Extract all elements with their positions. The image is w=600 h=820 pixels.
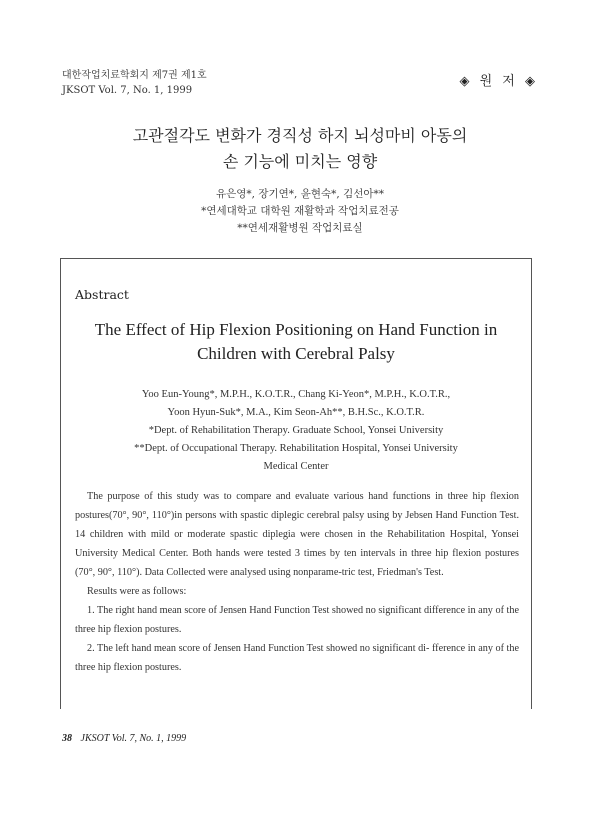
english-authors-block <box>60 386 532 476</box>
journal-name-korean: 대한작업치료학회지 제7권 제1호 <box>62 70 207 81</box>
page-footer <box>62 733 186 744</box>
result-item-2: 2. The left hand mean score of Jensen Hand Function Test showed no significant di- fference in any of the three hip flexion postures. <box>75 643 519 673</box>
footer-journal: JKSOT Vol. 7, No. 1, 1999 <box>80 733 187 744</box>
english-title-line2: Children with Cerebral Palsy <box>197 344 395 363</box>
english-title-line1: The Effect of Hip Flexion Positioning on Hand Function in <box>94 320 498 339</box>
korean-title-line2: 손 기능에 미치는 영향 <box>222 152 378 171</box>
journal-name-english: JKSOT Vol. 7, No. 1, 1999 <box>62 85 193 96</box>
english-title <box>60 318 532 366</box>
english-affiliation-3: Medical Center <box>263 461 329 472</box>
english-authors-line2: Yoon Hyun-Suk*, M.A., Kim Seon-Ah**, B.H.Sc., K.O.T.R. <box>167 407 425 418</box>
korean-title <box>0 123 600 175</box>
page-number: 38 <box>62 733 72 744</box>
english-authors-line1: Yoo Eun-Young*, M.P.H., K.O.T.R., Chang Ki-Yeon*, M.P.H., K.O.T.R., <box>141 389 451 400</box>
result-item-1: 1. The right hand mean score of Jensen Hand Function Test showed no significant difference in any of the three hip flexion postures. <box>75 605 519 635</box>
korean-title-line1: 고관절각도 변화가 경직성 하지 뇌성마비 아동의 <box>132 126 468 145</box>
article-type-badge: ◈ 원 저 ◈ <box>459 74 538 89</box>
korean-affiliation-2: **연세재활병원 작업치료실 <box>237 222 363 234</box>
korean-affiliation-1: *연세대학교 대학원 재활학과 작업치료전공 <box>201 205 399 217</box>
abstract-heading: Abstract <box>75 287 129 302</box>
journal-header <box>62 68 207 98</box>
english-affiliation-2: **Dept. of Occupational Therapy. Rehabilitation Hospital, Yonsei University <box>134 443 458 454</box>
korean-authors-block <box>0 186 600 237</box>
results-intro: Results were as follows: <box>87 586 187 597</box>
english-affiliation-1: *Dept. of Rehabilitation Therapy. Graduate School, Yonsei University <box>148 425 444 436</box>
korean-authors: 유은영*, 장기연*, 윤현숙*, 김선아** <box>216 188 384 200</box>
abstract-body <box>75 487 519 677</box>
abstract-paragraph-1: The purpose of this study was to compare and evaluate various hand functions in three hip flexion postures(70°, 90°, 110°)in persons with spastic diplegic cerebral palsy using by Jebsen Hand Function Test. 14 children with mild or moderate spastic diplegia were chosen in the Rehabilitation Hospital, Yonsei University Medical Center. Both hands were tested 3 times by ten intervals in three hip flexion postures (70°, 90°, 110°). Data Collected were analysed using nonparame-tric test, Friedman's Test. <box>75 491 519 578</box>
